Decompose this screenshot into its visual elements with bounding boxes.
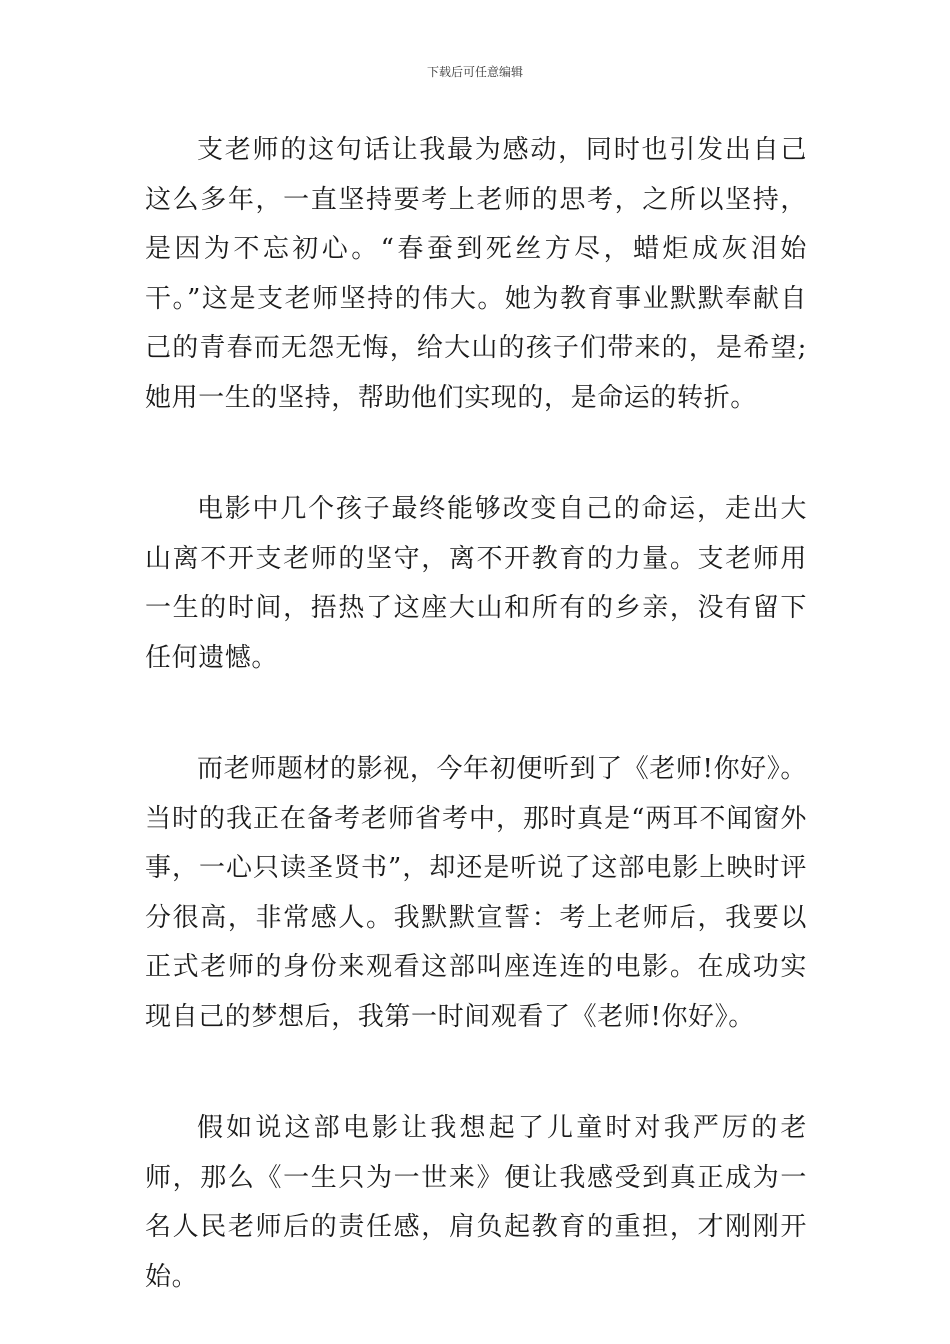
paragraph-2: 电影中几个孩子最终能够改变自己的命运，走出大山离不开支老师的坚守，离不开教育的力量。支老师用一生的时间，捂热了这座大山和所有的乡亲，没有留下任何遗憾。 — [145, 494, 807, 673]
paragraph-3: 而老师题材的影视，今年初便听到了《老师!你好》。当时的我正在备考老师省考中，那时真是“两耳不闻窗外事，一心只读圣贤书”，却还是听说了这部电影上映时评分很高，非常感人。我默默宣誓：考上老师后，我要以正式老师的身份来观看这部叫座连连的电影。在成功实现自己的梦想后，我第一时间观看了《老师!你好》。 — [145, 754, 807, 1032]
paragraph-4: 假如说这部电影让我想起了儿童时对我严厉的老师，那么《一生只为一世来》便让我感受到真正成为一名人民老师后的责任感，肩负起教育的重担，才刚刚开始。 — [145, 1113, 807, 1292]
page-header: 下载后可任意编辑 — [426, 65, 523, 79]
document-body — [145, 126, 807, 1302]
paragraph-1: 支老师的这句话让我最为感动，同时也引发出自己这么多年，一直坚持要考上老师的思考，之所以坚持，是因为不忘初心。“春蚕到死丝方尽，蜡炬成灰泪始干。”这是支老师坚持的伟大。她为教育事业默默奉献自己的青春而无怨无悔，给大山的孩子们带来的，是希望;她用一生的坚持，帮助他们实现的，是命运的转折。 — [145, 135, 807, 413]
